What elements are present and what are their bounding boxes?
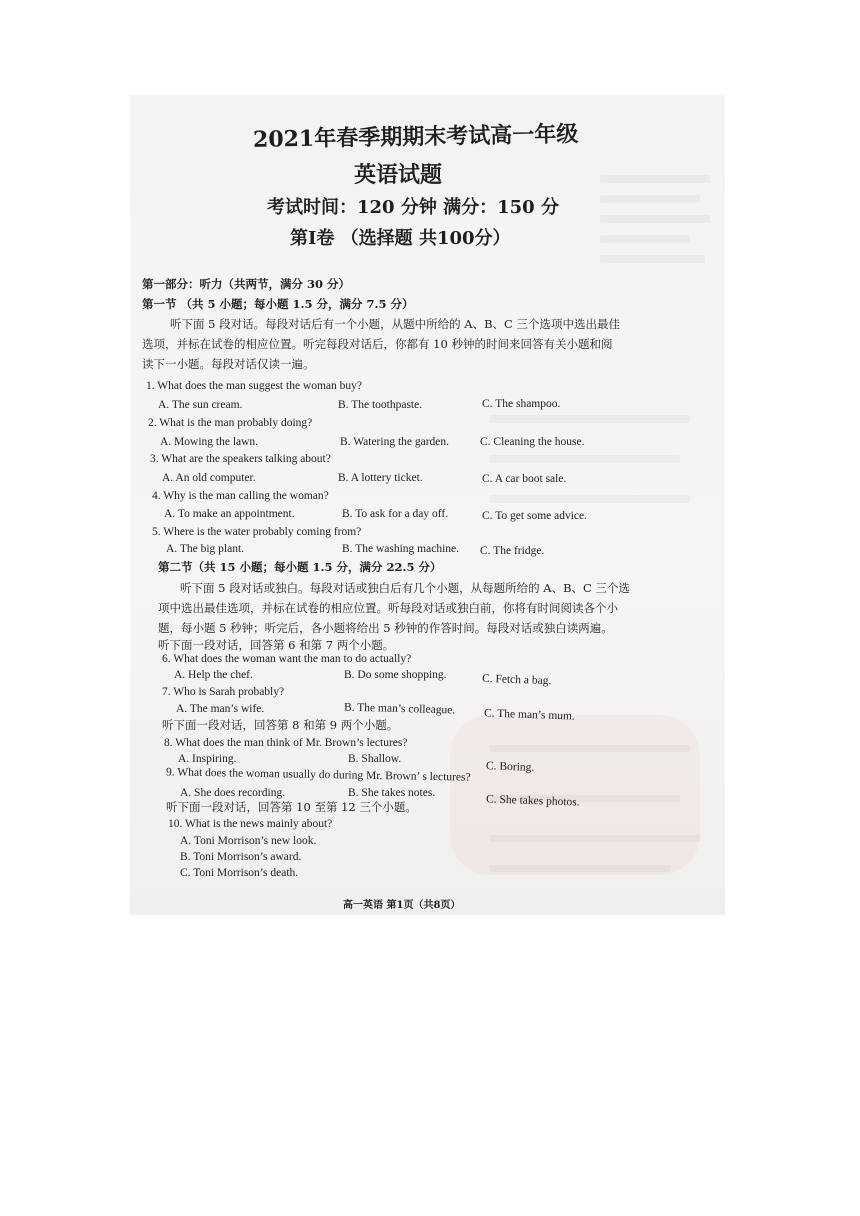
section2-instructions-line: 听下面 5 段对话或独白。每段对话或独白后有几个小题，从每题所给的 A、B、C 三个选 xyxy=(180,581,630,595)
bleed-through-mark xyxy=(490,745,690,752)
option-a: A. Mowing the lawn. xyxy=(160,436,259,448)
option-b: B. The toothpaste. xyxy=(338,399,423,411)
bleed-through-mark xyxy=(490,865,670,872)
exam-subject: 英语试题 xyxy=(354,162,443,188)
option-b: B. A lottery ticket. xyxy=(338,472,423,484)
bleed-through-mark xyxy=(600,195,700,203)
section2-instructions-line: 题，每小题 5 秒钟；听完后，各小题将给出 5 秒钟的作答时间。每段对话或独白读两遍。 xyxy=(158,621,613,635)
exam-info: 考试时间：120 分钟 满分：150 分 xyxy=(267,197,559,218)
option-a: A. The man’s wife. xyxy=(176,703,265,715)
section1-instructions-line: 选项，并标在试卷的相应位置。听完每段对话后，你都有 10 秒钟的时间来回答有关小题和阅 xyxy=(142,337,613,351)
bleed-through-mark xyxy=(600,175,710,183)
page-footer: 高一英语 第1页（共8页） xyxy=(343,900,461,911)
option-c: C. Toni Morrison’s death. xyxy=(180,867,299,879)
section2-instructions-line: 项中选出最佳选项，并标在试卷的相应位置。听每段对话或独白前，你将有时间阅读各个小 xyxy=(158,601,618,615)
option-b: B. Do some shopping. xyxy=(344,669,447,681)
option-a: A. The sun cream. xyxy=(158,399,243,411)
exam-title: 2021年春季期期末考试高一年级 xyxy=(252,121,579,153)
option-c: C. The shampoo. xyxy=(482,398,561,410)
bleed-through-mark xyxy=(490,495,690,503)
bleed-through-mark xyxy=(600,235,690,243)
option-b: B. Toni Morrison’s award. xyxy=(180,851,302,863)
bleed-through-mark xyxy=(490,835,700,842)
option-a: A. The big plant. xyxy=(166,543,245,555)
question-1: 1. What does the man suggest the woman buy? xyxy=(146,380,363,392)
question-10: 10. What is the news mainly about? xyxy=(168,818,333,830)
option-b: B. She takes notes. xyxy=(348,787,436,799)
option-a: A. Inspiring. xyxy=(178,753,237,765)
option-a: A. An old computer. xyxy=(162,472,256,484)
section1-heading: 第一节 （共 5 小题；每小题 1.5 分，满分 7.5 分） xyxy=(142,297,414,311)
question-2: 2. What is the man probably doing? xyxy=(148,417,313,429)
part1-heading: 第一部分：听力（共两节，满分 30 分） xyxy=(142,277,351,291)
scanned-exam-page xyxy=(130,95,725,915)
option-b: B. The washing machine. xyxy=(342,543,459,555)
question-3: 3. What are the speakers talking about? xyxy=(150,453,331,465)
bleed-through-mark xyxy=(600,255,705,263)
option-c: C. Cleaning the house. xyxy=(480,436,585,448)
bleed-through-mark xyxy=(490,415,690,423)
dialog-instruction: 听下面一段对话，回答第 8 和第 9 两个小题。 xyxy=(162,718,399,732)
question-5: 5. Where is the water probably coming from? xyxy=(152,526,362,538)
option-a: A. To make an appointment. xyxy=(164,508,295,520)
question-7: 7. Who is Sarah probably? xyxy=(162,686,285,698)
option-c: C. The fridge. xyxy=(480,545,545,557)
section1-instructions-line: 读下一小题。每段对话仅读一遍。 xyxy=(142,357,315,371)
bleed-through-mark xyxy=(600,215,710,223)
option-a: A. She does recording. xyxy=(180,787,286,799)
option-b: B. The man’s colleague. xyxy=(343,701,456,717)
question-9: 9. What does the woman usually do during Mr. Brown’ s lectures? xyxy=(165,766,471,784)
option-a: A. Toni Morrison’s new look. xyxy=(180,835,317,847)
question-4: 4. Why is the man calling the woman? xyxy=(152,490,329,502)
option-c: C. A car boot sale. xyxy=(482,473,567,485)
option-b: B. To ask for a day off. xyxy=(342,508,449,520)
option-b: B. Shallow. xyxy=(348,753,402,765)
option-a: A. Help the chef. xyxy=(174,669,253,681)
section1-instructions-line: 听下面 5 段对话。每段对话后有一个小题，从题中所给的 A、B、C 三个选项中选出最佳 xyxy=(170,317,620,331)
section2-heading: 第二节（共 15 小题；每小题 1.5 分，满分 22.5 分） xyxy=(158,560,442,574)
volume-heading: 第Ⅰ卷 （选择题 共100分） xyxy=(290,228,511,249)
option-b: B. Watering the garden. xyxy=(340,436,450,448)
question-8: 8. What does the man think of Mr. Brown’s lectures? xyxy=(164,737,408,749)
option-c: C. To get some advice. xyxy=(482,510,588,522)
option-c: C. Boring. xyxy=(485,760,535,774)
dialog-instruction: 听下面一段对话，回答第 10 至第 12 三个小题。 xyxy=(166,800,417,814)
question-6: 6. What does the woman want the man to do actually? xyxy=(162,653,412,665)
option-c: C. Fetch a bag. xyxy=(481,672,552,688)
option-c: C. She takes photos. xyxy=(485,793,580,809)
option-c: C. The man’s mum. xyxy=(483,707,576,723)
bleed-through-mark xyxy=(490,455,680,463)
dialog-instruction: 听下面一段对话，回答第 6 和第 7 两个小题。 xyxy=(158,638,395,652)
